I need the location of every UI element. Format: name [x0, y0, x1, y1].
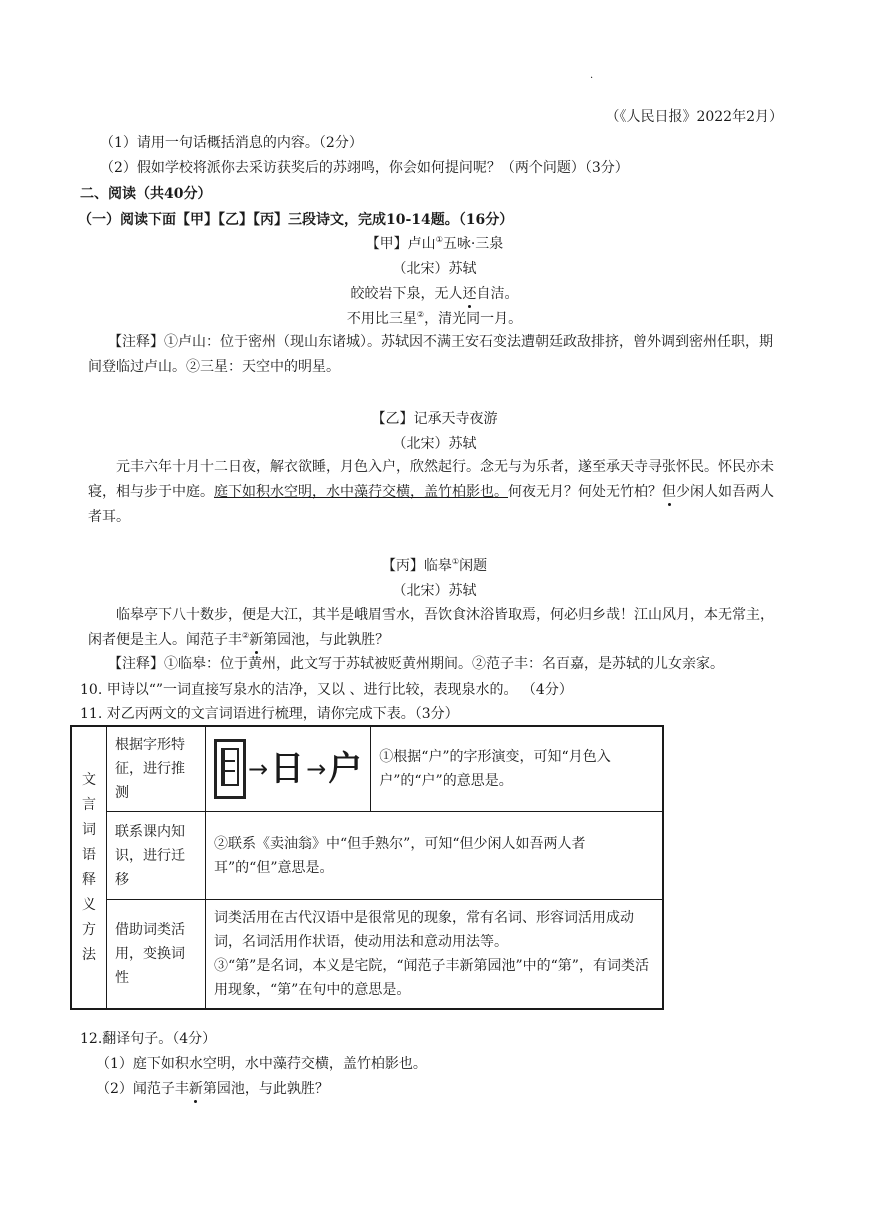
bing-author: （北宋）苏轼 [392, 583, 477, 599]
arrow-icon: → [248, 755, 269, 783]
seal-script-glyph [214, 739, 246, 799]
method-label-1: 根据字形特征，进行推测 [107, 726, 206, 812]
source-citation: （《人民日报》2022年2月） [605, 109, 783, 125]
question-2: （2）假如学校将派你去采访获奖后的苏翊鸣，你会如何提问呢？（两个问题）（3分） [100, 160, 629, 176]
method-content-1: ①根据“户”的字形演变，可知“月色入户”的“户”的意思是。 [371, 726, 663, 812]
method-table [70, 725, 664, 1010]
yi-title: 【乙】记承天寺夜游 [371, 411, 498, 427]
bing-passage: 临皋亭下八十数步，便是大江，其半是峨眉雪水，吾饮食沐浴皆取焉，何必归乡哉！江山风月，本无常主，闲者便是主人。闻范子丰②新第园池，与此孰胜？ [88, 607, 774, 648]
question-12: 12.翻译句子。（4分） [80, 1031, 217, 1047]
section-heading: 二、阅读（共40分） [80, 186, 212, 202]
jia-line-2: 不用比三星②，清光同一月。 [346, 310, 523, 327]
jia-note: 【注释】①卢山：位于密州（现山东诸城）。苏轼因不满王安石变法遭朝廷政敌排挤，曾外调到密州任职，期间登临过卢山。②三星：天空中的明星。 [88, 334, 773, 375]
bing-title: 【丙】临皋①闲题 [381, 557, 488, 574]
glyph-evolution [206, 726, 371, 812]
method-content-3: 词类活用在古代汉语中是很常见的现象，常有名词、形容词活用成动词，名词活用作状语，使动用法和意动用法等。 ③“第”是名词，本义是宅院，“闻范子丰新第园池”中的“第”，有词类活用现象，“第”在句中的意思是。 [206, 900, 664, 1010]
top-dot: . [590, 70, 594, 81]
question-1: （1）请用一句话概括消息的内容。（2分） [100, 135, 363, 151]
jia-title: 【甲】卢山①五咏·三泉 [365, 235, 504, 252]
arrow-icon: → [306, 755, 327, 783]
glyph-ri: 日 [270, 749, 305, 789]
jia-author: （北宋）苏轼 [392, 261, 477, 277]
jia-line-1: 皎皎岩下泉，无人还自洁。 [350, 286, 519, 302]
yi-author: （北宋）苏轼 [392, 436, 477, 452]
question-12-1: （1）庭下如积水空明，水中藻荇交横，盖竹柏影也。 [96, 1056, 427, 1072]
question-12-2: （2）闻范子丰新第园池，与此孰胜？ [96, 1081, 329, 1097]
subsection-heading: （一）阅读下面【甲】【乙】【丙】三段诗文，完成10-14题。（16分） [78, 212, 514, 228]
side-label: 文 言 词 语 释 义 方 法 [71, 726, 107, 1009]
bing-note: 【注释】①临皋：位于黄州，此文写于苏轼被贬黄州期间。②范子丰：名百嘉，是苏轼的儿女亲家。 [108, 656, 724, 672]
method-label-3: 借助词类活用，变换词性 [107, 900, 206, 1010]
yi-passage: 元丰六年十月十二日夜，解衣欲睡，月色入户，欣然起行。念无与为乐者，遂至承天寺寻张怀民。怀民亦未寝，相与步于中庭。庭下如积水空明，水中藻荇交横，盖竹柏影也。何夜无月？何处无竹柏？但少闲人如吾两人者耳。 [88, 459, 774, 525]
question-11: 11. 对乙丙两文的文言词语进行梳理，请你完成下表。（3分） [80, 706, 459, 722]
glyph-hu: 户 [328, 749, 363, 789]
question-10: 10. 甲诗以“”一词直接写泉水的洁净，又以 、进行比较，表现泉水的。 （4分） [80, 682, 573, 698]
method-content-2: ②联系《卖油翁》中“但手熟尔”，可知“但少闲人如吾两人者耳”的“但”意思是。 [206, 812, 664, 900]
underlined-sentence: 庭下如积水空明，水中藻荇交横，盖竹柏影也。 [214, 484, 508, 500]
method-label-2: 联系课内知识，进行迁移 [107, 812, 206, 900]
